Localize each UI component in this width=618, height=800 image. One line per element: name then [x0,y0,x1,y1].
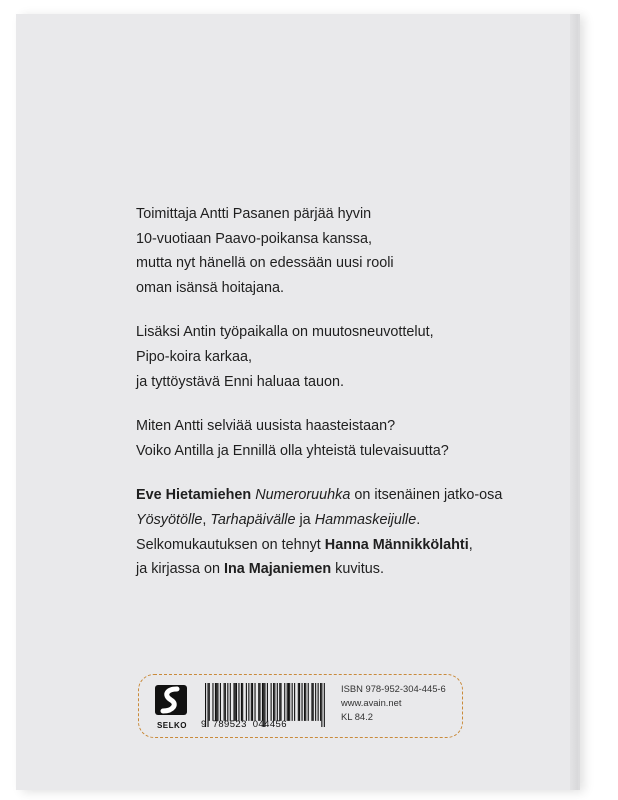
barcode-bar [277,683,278,721]
barcode-bar [212,683,213,721]
blurb-line: Lisäksi Antin työpaikalla on muutosneuvottelut, [136,324,434,341]
text-span: , [468,536,473,553]
barcode-bar [241,683,242,721]
website-text: www.avain.net [341,697,402,708]
barcode-bar [262,683,263,721]
barcode-bar [274,683,275,721]
barcode-bar [225,683,226,721]
text-span: , [202,511,211,528]
blurb-line: Miten Antti selviää uusista haasteistaan? [136,418,396,435]
previous-book-title: Tarhapäivälle [210,511,296,528]
classification-text: KL 84.2 [341,711,373,722]
barcode-bar [235,683,236,721]
barcode-bar [279,683,280,721]
barcode-bar [238,683,239,721]
blurb-paragraph-2 [136,320,502,394]
barcode-bar [252,683,253,721]
barcode-bar [308,683,309,721]
barcode-bar [267,683,268,721]
isbn-info [341,682,446,724]
blurb-line: oman isänsä hoitajana. [136,279,285,296]
barcode-bar [233,683,234,721]
previous-book-title: Yösyötölle [136,511,203,528]
blurb-line: ja tyttöystävä Enni haluaa tauon. [136,373,345,390]
barcode-bar [258,683,259,721]
blurb-paragraph-4 [136,483,502,581]
text-span: on itsenäinen jatko-osa [350,487,503,504]
blurb-line: Voiko Antilla ja Ennillä olla yhteistä tulevaisuutta? [136,442,449,459]
blurb-line [136,483,502,508]
barcode-bar [304,683,305,721]
publication-info-box [138,674,463,738]
barcode-bar [215,683,216,721]
cover-edge [570,14,578,790]
barcode-bar [217,683,218,721]
barcode-bar [294,683,295,721]
barcode-digit-group: 789523 [212,719,247,730]
barcode-bar [284,683,285,721]
barcode-bar [298,683,299,721]
barcode-bar [287,683,288,721]
barcode-bar [305,683,306,721]
adapter-name: Hanna Männikkölahti [324,536,469,553]
blurb-line: mutta nyt hänellä on edessään uusi rooli [136,255,394,272]
barcode-bar [311,683,312,721]
barcode-bar [246,683,247,721]
blurb-line [136,557,502,582]
isbn-text: ISBN 978-952-304-445-6 [341,683,446,694]
barcode-bar [242,683,243,721]
blurb-line [136,508,502,533]
barcode-bar [273,683,274,721]
blurb-paragraph-3 [136,414,502,463]
barcode-bar [248,683,249,721]
barcode-bar [236,683,237,721]
selko-logo-icon [151,683,191,719]
barcode-bar [318,683,319,721]
barcode-bar [251,683,252,721]
book-title: Numeroruuhka [255,487,351,504]
author-name: Eve Hietamiehen [136,487,252,504]
barcode-bar [227,683,228,721]
barcode-bar [216,683,217,721]
text-span: Selkomukautuksen on tehnyt [136,536,325,553]
blurb-line [136,533,502,558]
text-span: . [416,511,421,528]
blurb-line: Pipo-koira karkaa, [136,348,252,365]
logo-label: SELKO [156,721,188,730]
text-span: ja kirjassa on [136,561,224,578]
text-span: ja [295,511,315,528]
barcode-bar [292,683,293,721]
barcode-bar [299,683,300,721]
previous-book-title: Hammaskeijulle [314,511,417,528]
barcode-bar [220,683,221,721]
barcode-bar [230,683,231,721]
barcode-bar [289,683,290,721]
book-back-cover [16,14,578,790]
blurb-line: 10-vuotiaan Paavo-poikansa kanssa, [136,230,372,247]
barcode-bar [254,683,255,721]
blurb-paragraph-1 [136,202,502,300]
barcode-digit-group: 044456 [252,719,287,730]
illustrator-name: Ina Majaniemen [223,561,332,578]
blurb-line: Toimittaja Antti Pasanen pärjää hyvin [136,206,372,222]
barcode-bar [280,683,281,721]
barcode-bar [259,683,260,721]
barcode-bar [288,683,289,721]
text-span: kuvitus. [331,561,384,578]
barcode-bar [315,683,316,721]
barcode-bar [313,683,314,721]
barcode-bar [301,683,302,721]
barcode-bar [209,683,210,721]
barcode-digit: 9 [201,719,207,730]
barcode-number [201,719,335,730]
barcode-bar [271,683,272,721]
selko-logo [151,683,191,729]
barcode-bar [224,683,225,721]
barcode-bar [320,683,321,721]
blurb-text [136,202,502,602]
